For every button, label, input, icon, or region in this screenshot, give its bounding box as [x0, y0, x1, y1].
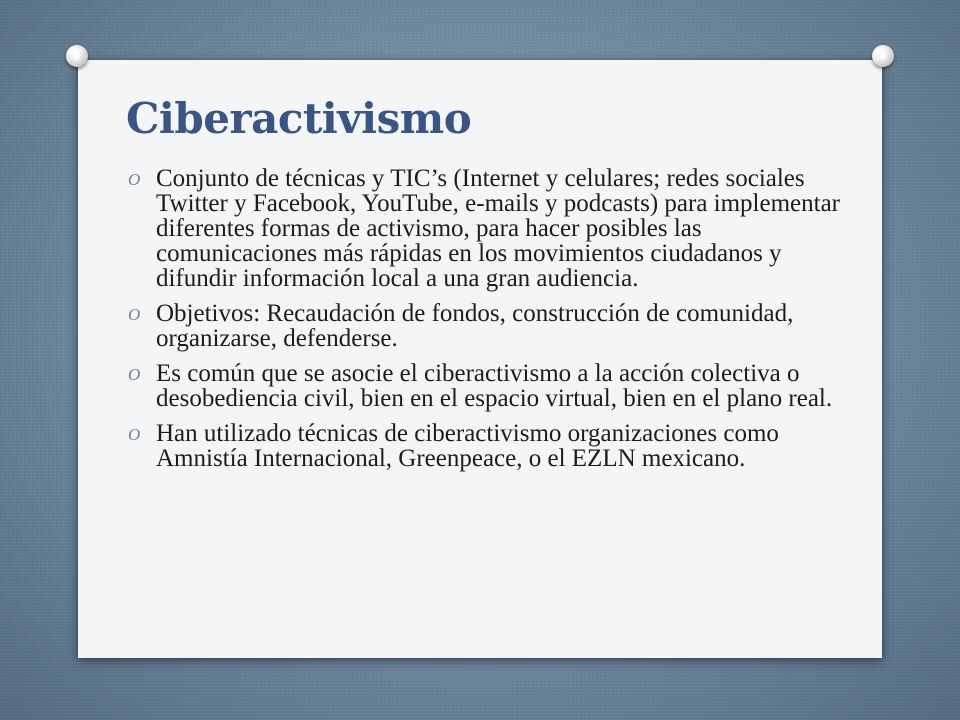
bullet-item-3 — [126, 361, 866, 411]
bullet-text-3: Es común que se asocie el ciberactivismo a la acción colectiva o desobediencia civil, bien en el espacio virtual, bien en el plano real. — [156, 360, 833, 412]
bullet-text-4: Han utilizado técnicas de ciberactivismo organizaciones como Amnistía Internacional, Greenpeace, o el EZLN mexicano. — [156, 420, 779, 472]
bullet-item-4 — [126, 421, 866, 471]
bullet-marker-icon: O — [128, 305, 141, 324]
bullet-marker-icon: O — [128, 365, 141, 384]
pushpin-top-right-icon — [872, 45, 894, 67]
bullet-marker-icon: O — [128, 170, 141, 189]
bullet-list — [126, 166, 866, 481]
slide-title: Ciberactivismo — [126, 94, 472, 143]
pushpin-top-left-icon — [66, 45, 88, 67]
bullet-text-2: Objetivos: Recaudación de fondos, construcción de comunidad, organizarse, defenderse. — [156, 300, 794, 352]
bullet-marker-icon: O — [128, 425, 141, 444]
bullet-item-1 — [126, 166, 866, 291]
bullet-item-2 — [126, 301, 866, 351]
bullet-text-1: Conjunto de técnicas y TIC’s (Internet y celulares; redes sociales Twitter y Facebook, YouTube, e-mails y podcasts) para implementar diferentes formas de activismo, para hacer posibles las comunicaciones más rápidas en los movimientos ciudadanos y difundir información local a una gran audiencia. — [156, 165, 841, 292]
